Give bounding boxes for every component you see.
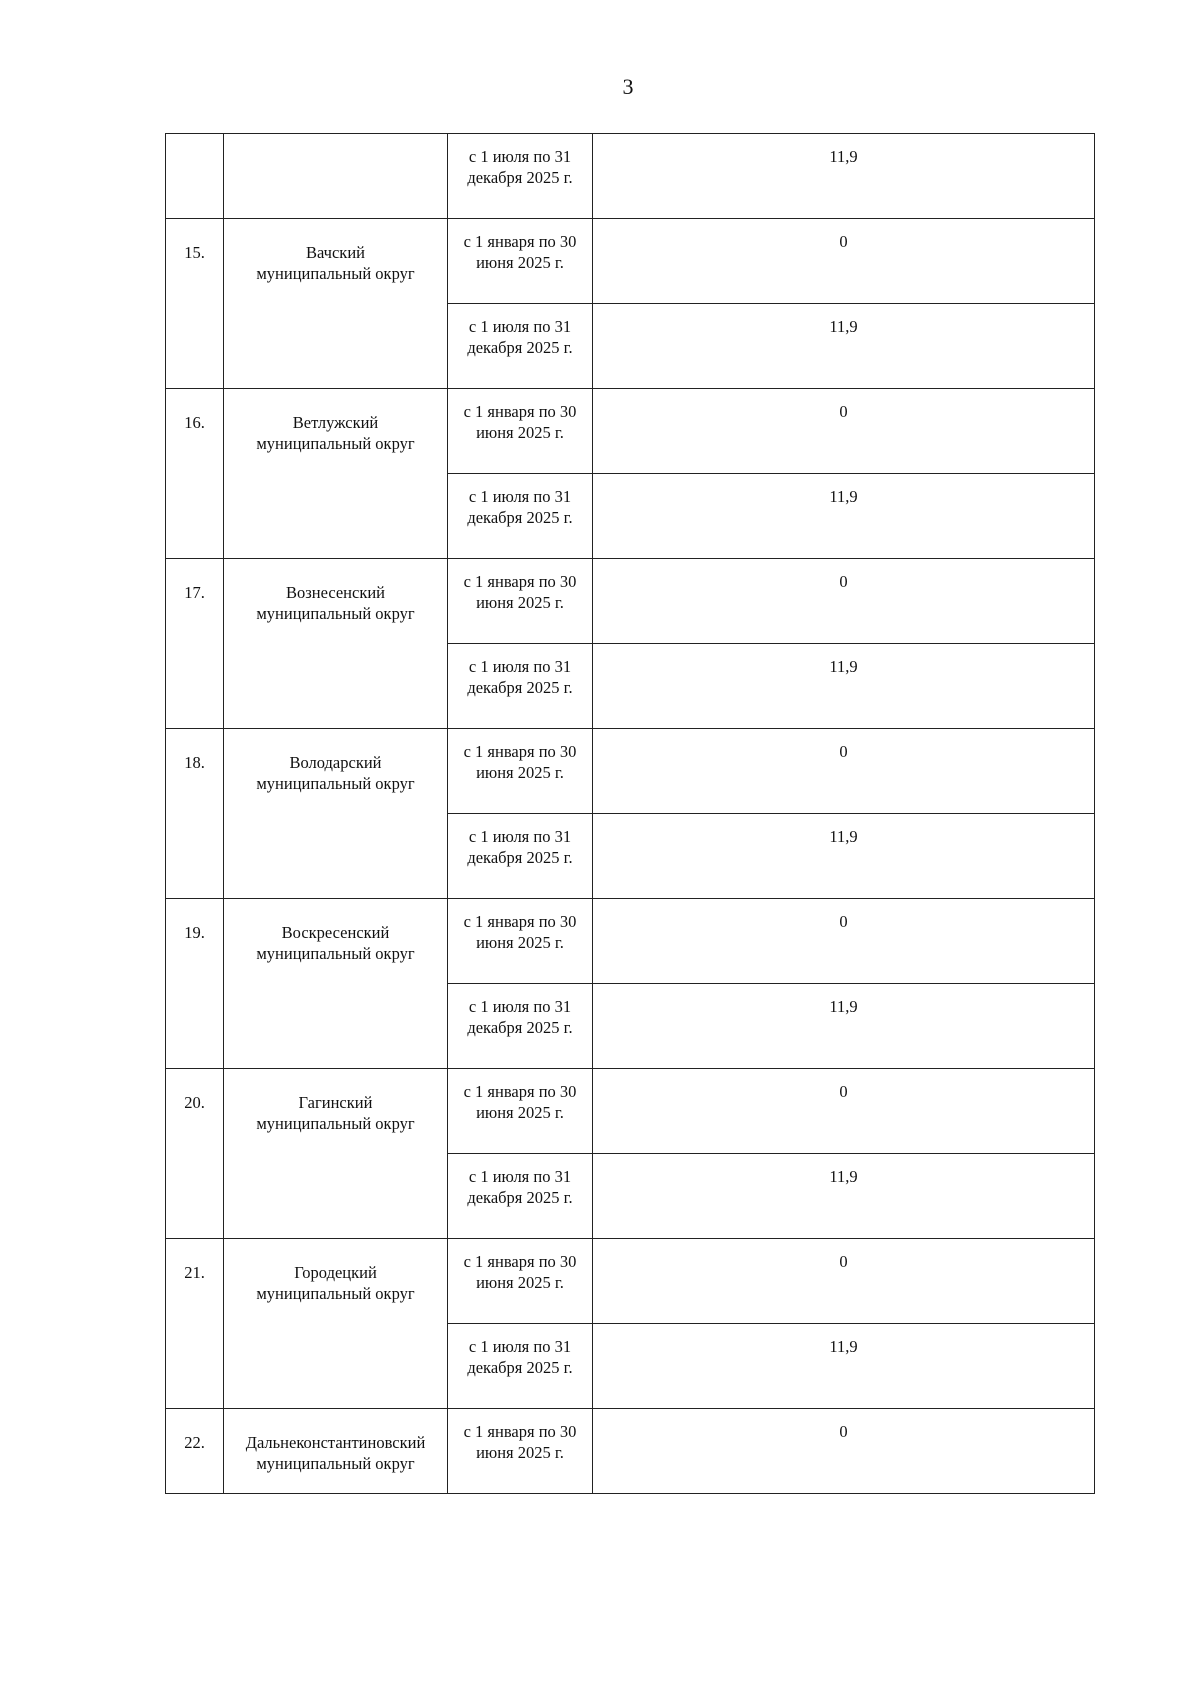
period-text	[448, 559, 592, 613]
period-cell	[448, 644, 593, 729]
period-line: декабря 2025 г.	[467, 508, 573, 527]
name-line: муниципальный округ	[256, 774, 415, 793]
name-line: Воскресенский	[281, 923, 390, 942]
name-line: Вознесенский	[285, 583, 386, 602]
period-line: с 1 января по 30	[463, 912, 577, 931]
period-line: июня 2025 г.	[476, 933, 564, 952]
period-line: июня 2025 г.	[476, 1103, 564, 1122]
period-text	[448, 899, 592, 953]
table-row	[166, 899, 1095, 984]
value-cell	[593, 474, 1095, 559]
number-cell	[166, 389, 224, 559]
district-name	[224, 559, 447, 624]
row-number: 22.	[184, 1433, 205, 1452]
value-text: 11,9	[829, 317, 858, 336]
value-text: 11,9	[829, 827, 858, 846]
period-cell	[448, 1409, 593, 1494]
period-line: с 1 января по 30	[463, 742, 577, 761]
period-text	[448, 1409, 592, 1463]
rates-table	[165, 133, 1095, 1494]
table-row	[166, 1239, 1095, 1324]
table-row	[166, 559, 1095, 644]
period-cell	[448, 1239, 593, 1324]
name-line: Володарский	[289, 753, 382, 772]
value-cell	[593, 729, 1095, 814]
number-cell	[166, 134, 224, 219]
period-cell	[448, 559, 593, 644]
name-cell	[224, 389, 448, 559]
period-cell	[448, 134, 593, 219]
value-cell	[593, 219, 1095, 304]
row-number: 15.	[184, 243, 205, 262]
period-line: с 1 июля по 31	[468, 317, 572, 336]
row-number: 17.	[184, 583, 205, 602]
name-cell	[224, 1239, 448, 1409]
name-line: муниципальный округ	[256, 944, 415, 963]
period-line: июня 2025 г.	[476, 253, 564, 272]
period-cell	[448, 219, 593, 304]
period-line: декабря 2025 г.	[467, 678, 573, 697]
period-text	[448, 1239, 592, 1293]
name-cell	[224, 729, 448, 899]
value-cell	[593, 559, 1095, 644]
name-cell	[224, 899, 448, 1069]
name-line: муниципальный округ	[256, 604, 415, 623]
period-text	[448, 219, 592, 273]
period-line: июня 2025 г.	[476, 1443, 564, 1462]
period-line: с 1 июля по 31	[468, 147, 572, 166]
period-line: декабря 2025 г.	[467, 1188, 573, 1207]
district-name	[224, 389, 447, 454]
value-text: 0	[839, 1252, 848, 1271]
value-text: 11,9	[829, 147, 858, 166]
district-name	[224, 1409, 447, 1474]
period-cell	[448, 304, 593, 389]
period-cell	[448, 984, 593, 1069]
value-text: 0	[839, 912, 848, 931]
name-line: Городецкий	[294, 1263, 377, 1282]
district-name	[224, 729, 447, 794]
value-text: 11,9	[829, 1167, 858, 1186]
period-cell	[448, 729, 593, 814]
row-number: 19.	[184, 923, 205, 942]
name-cell	[224, 134, 448, 219]
district-name	[224, 1239, 447, 1304]
period-line: с 1 января по 30	[463, 1252, 577, 1271]
table-row-continuation	[166, 134, 1095, 219]
row-number: 20.	[184, 1093, 205, 1112]
period-cell	[448, 1324, 593, 1409]
value-text: 0	[839, 402, 848, 421]
period-text	[448, 1069, 592, 1123]
value-text: 0	[839, 1422, 848, 1441]
value-text: 11,9	[829, 1337, 858, 1356]
value-text: 0	[839, 1082, 848, 1101]
period-line: с 1 июля по 31	[468, 1337, 572, 1356]
table-row	[166, 1409, 1095, 1494]
value-cell	[593, 899, 1095, 984]
value-cell	[593, 389, 1095, 474]
value-cell	[593, 984, 1095, 1069]
number-cell	[166, 559, 224, 729]
period-cell	[448, 1154, 593, 1239]
value-cell	[593, 1069, 1095, 1154]
period-text	[448, 729, 592, 783]
value-cell	[593, 644, 1095, 729]
number-cell	[166, 219, 224, 389]
name-cell	[224, 219, 448, 389]
value-cell	[593, 1409, 1095, 1494]
period-cell	[448, 899, 593, 984]
name-line: муниципальный округ	[256, 434, 415, 453]
period-line: с 1 июля по 31	[468, 1167, 572, 1186]
district-name	[224, 899, 447, 964]
value-cell	[593, 134, 1095, 219]
name-line: Ветлужский	[292, 413, 379, 432]
period-line: июня 2025 г.	[476, 1273, 564, 1292]
period-line: с 1 июля по 31	[468, 657, 572, 676]
value-text: 11,9	[829, 997, 858, 1016]
value-cell	[593, 1324, 1095, 1409]
period-text	[448, 474, 592, 528]
name-cell	[224, 559, 448, 729]
period-text	[448, 814, 592, 868]
period-cell	[448, 1069, 593, 1154]
period-line: декабря 2025 г.	[467, 338, 573, 357]
table-row	[166, 389, 1095, 474]
value-text: 0	[839, 742, 848, 761]
period-line: с 1 июля по 31	[468, 997, 572, 1016]
period-text	[448, 644, 592, 698]
period-line: декабря 2025 г.	[467, 168, 573, 187]
row-number: 18.	[184, 753, 205, 772]
value-cell	[593, 814, 1095, 899]
period-line: декабря 2025 г.	[467, 1018, 573, 1037]
period-text	[448, 389, 592, 443]
name-line: Гагинский	[298, 1093, 373, 1112]
value-text: 0	[839, 232, 848, 251]
district-name	[224, 219, 447, 284]
number-cell	[166, 729, 224, 899]
period-line: с 1 января по 30	[463, 572, 577, 591]
name-line: Вачский	[306, 243, 365, 262]
table-row	[166, 1069, 1095, 1154]
name-line: муниципальный округ	[256, 1114, 415, 1133]
number-cell	[166, 1239, 224, 1409]
period-line: июня 2025 г.	[476, 763, 564, 782]
period-text	[448, 984, 592, 1038]
period-line: с 1 января по 30	[463, 1422, 577, 1441]
name-line: Дальнеконстантиновский	[245, 1433, 426, 1452]
number-cell	[166, 1069, 224, 1239]
period-line: с 1 июля по 31	[468, 487, 572, 506]
name-line: муниципальный округ	[256, 1284, 415, 1303]
row-number: 21.	[184, 1263, 205, 1282]
period-cell	[448, 389, 593, 474]
name-cell	[224, 1409, 448, 1494]
period-line: с 1 июля по 31	[468, 827, 572, 846]
period-text	[448, 304, 592, 358]
period-text	[448, 1154, 592, 1208]
page-number: 3	[622, 74, 634, 99]
period-line: декабря 2025 г.	[467, 1358, 573, 1377]
table-row	[166, 729, 1095, 814]
period-line: с 1 января по 30	[463, 402, 577, 421]
period-line: с 1 января по 30	[463, 1082, 577, 1101]
district-name	[224, 1069, 447, 1134]
row-number: 16.	[184, 413, 205, 432]
value-cell	[593, 1239, 1095, 1324]
table-body	[166, 134, 1095, 1494]
period-text	[448, 1324, 592, 1378]
value-text: 0	[839, 572, 848, 591]
number-cell	[166, 1409, 224, 1494]
name-line: муниципальный округ	[256, 1454, 415, 1473]
name-line: муниципальный округ	[256, 264, 415, 283]
table-row	[166, 219, 1095, 304]
value-cell	[593, 1154, 1095, 1239]
period-cell	[448, 814, 593, 899]
period-line: с 1 января по 30	[463, 232, 577, 251]
value-text: 11,9	[829, 657, 858, 676]
value-text: 11,9	[829, 487, 858, 506]
number-cell	[166, 899, 224, 1069]
period-cell	[448, 474, 593, 559]
name-cell	[224, 1069, 448, 1239]
period-line: июня 2025 г.	[476, 423, 564, 442]
period-line: июня 2025 г.	[476, 593, 564, 612]
value-cell	[593, 304, 1095, 389]
period-line: декабря 2025 г.	[467, 848, 573, 867]
